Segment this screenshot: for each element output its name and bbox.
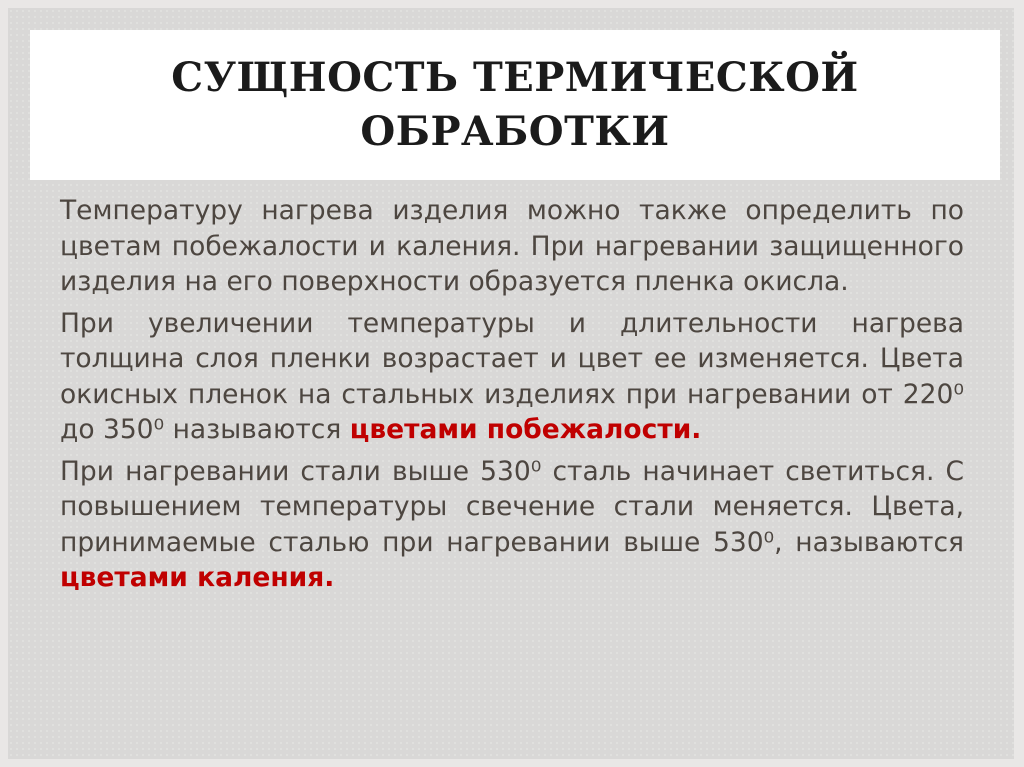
paragraph-3 bbox=[60, 454, 964, 596]
paragraph-3-text: При нагревании стали выше 530⁰ сталь начинает светиться. С повышением температуры свечение стали меняется. Цвета, принимаемые сталью при нагревании выше 530⁰, называются bbox=[60, 455, 964, 558]
paragraph-1 bbox=[60, 193, 964, 300]
title-box bbox=[30, 30, 1000, 180]
paragraph-2 bbox=[60, 306, 964, 448]
paragraph-1-text: Температуру нагрева изделия можно также определить по цветам побежалости и каления. При нагревании защищенного изделия на его поверхности образуется пленка окисла. bbox=[60, 195, 964, 297]
slide bbox=[8, 8, 1014, 759]
title-line-2: ОБРАБОТКИ bbox=[360, 108, 670, 155]
highlight-tempering-colors: цветами побежалости. bbox=[349, 414, 702, 445]
highlight-glow-colors: цветами каления. bbox=[60, 562, 335, 593]
title-line-1: СУЩНОСТЬ ТЕРМИЧЕСКОЙ bbox=[171, 54, 859, 101]
slide-title bbox=[171, 51, 858, 159]
paragraph-2-text: При увеличении температуры и длительности нагрева толщина слоя пленки возрастает и цвет ее изменяется. Цвета окисных пленок на стальных изделиях при нагревании от 220⁰ до 350⁰ называются bbox=[60, 307, 964, 445]
slide-content bbox=[60, 193, 964, 602]
